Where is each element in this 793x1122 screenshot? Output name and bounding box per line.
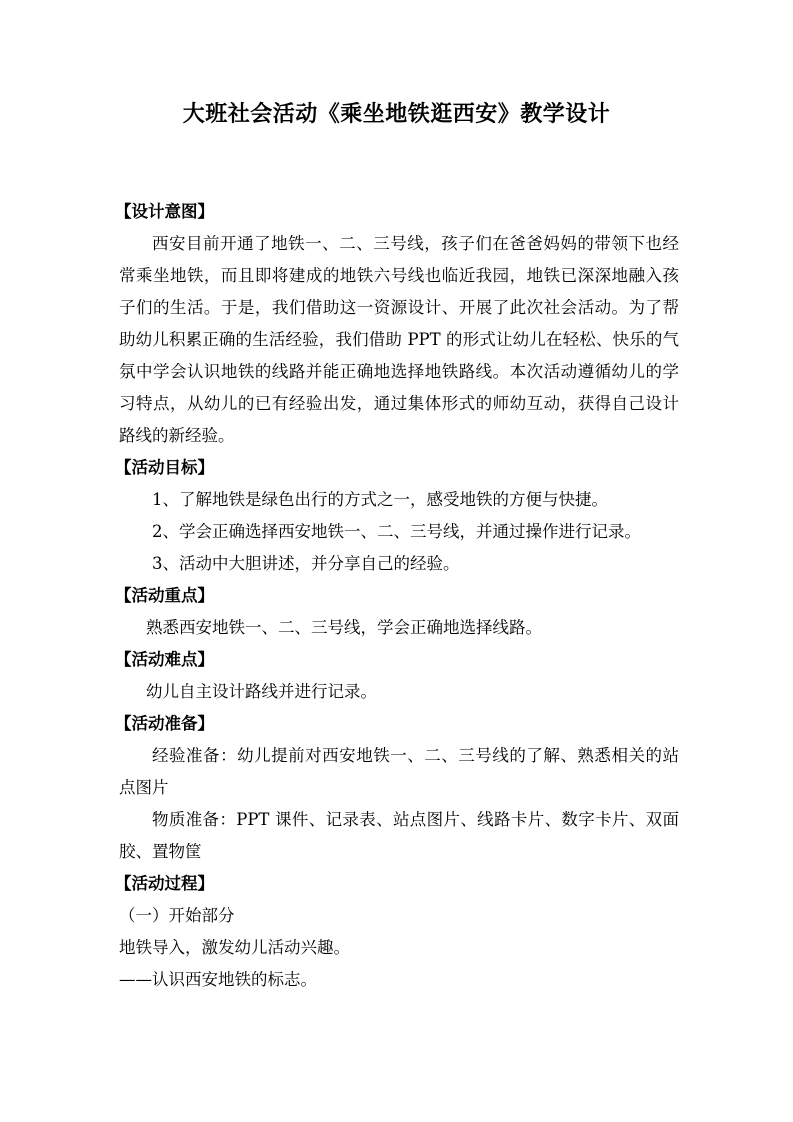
difficulties-text: 幼儿自主设计路线并进行记录。 xyxy=(146,682,377,701)
process-part-1: （一）开始部分 xyxy=(119,906,235,925)
goal-item-3: 3、活动中大胆讲述，并分享自己的经验。 xyxy=(152,554,460,573)
section-heading-difficulties: 【活动难点】 xyxy=(115,650,214,669)
section-heading-key-points: 【活动重点】 xyxy=(115,586,214,605)
section-heading-design-intent: 【设计意图】 xyxy=(115,202,214,221)
document-body xyxy=(115,196,679,996)
section-heading-preparation: 【活动准备】 xyxy=(115,714,214,733)
key-points-text: 熟悉西安地铁一、二、三号线，学会正确地选择线路。 xyxy=(146,618,542,637)
process-intro: 地铁导入，激发幼儿活动兴趣。 xyxy=(119,938,350,957)
process-step-1: ——认识西安地铁的标志。 xyxy=(119,970,317,989)
experience-preparation: 经验准备：幼儿提前对西安地铁一、二、三号线的了解、熟悉相关的站点图片 xyxy=(119,746,679,797)
document-title: 大班社会活动《乘坐地铁逛西安》教学设计 xyxy=(182,101,611,127)
design-intent-paragraph: 西安目前开通了地铁一、二、三号线，孩子们在爸爸妈妈的带领下也经常乘坐地铁，而且即将建成的地铁六号线也临近我园，地铁已深深地融入孩子们的生活。于是，我们借助这一资源设计、开展了此次社会活动。为了帮助幼儿积累正确的生活经验，我们借助 PPT 的形式让幼儿在轻松、快乐的气氛中学会认识地铁的线路并能正确地选择地铁路线。本次活动遵循幼儿的学习特点，从幼儿的已有经验出发，通过集体形式的师幼互动，获得自己设计路线的新经验。 xyxy=(119,234,679,445)
section-heading-process: 【活动过程】 xyxy=(115,874,214,893)
goal-item-2: 2、学会正确选择西安地铁一、二、三号线，并通过操作进行记录。 xyxy=(152,522,641,541)
section-heading-goals: 【活动目标】 xyxy=(115,458,214,477)
material-preparation: 物质准备：PPT 课件、记录表、站点图片、线路卡片、数字卡片、双面胶、置物筐 xyxy=(119,810,679,861)
goal-item-1: 1、了解地铁是绿色出行的方式之一，感受地铁的方便与快捷。 xyxy=(152,490,608,509)
